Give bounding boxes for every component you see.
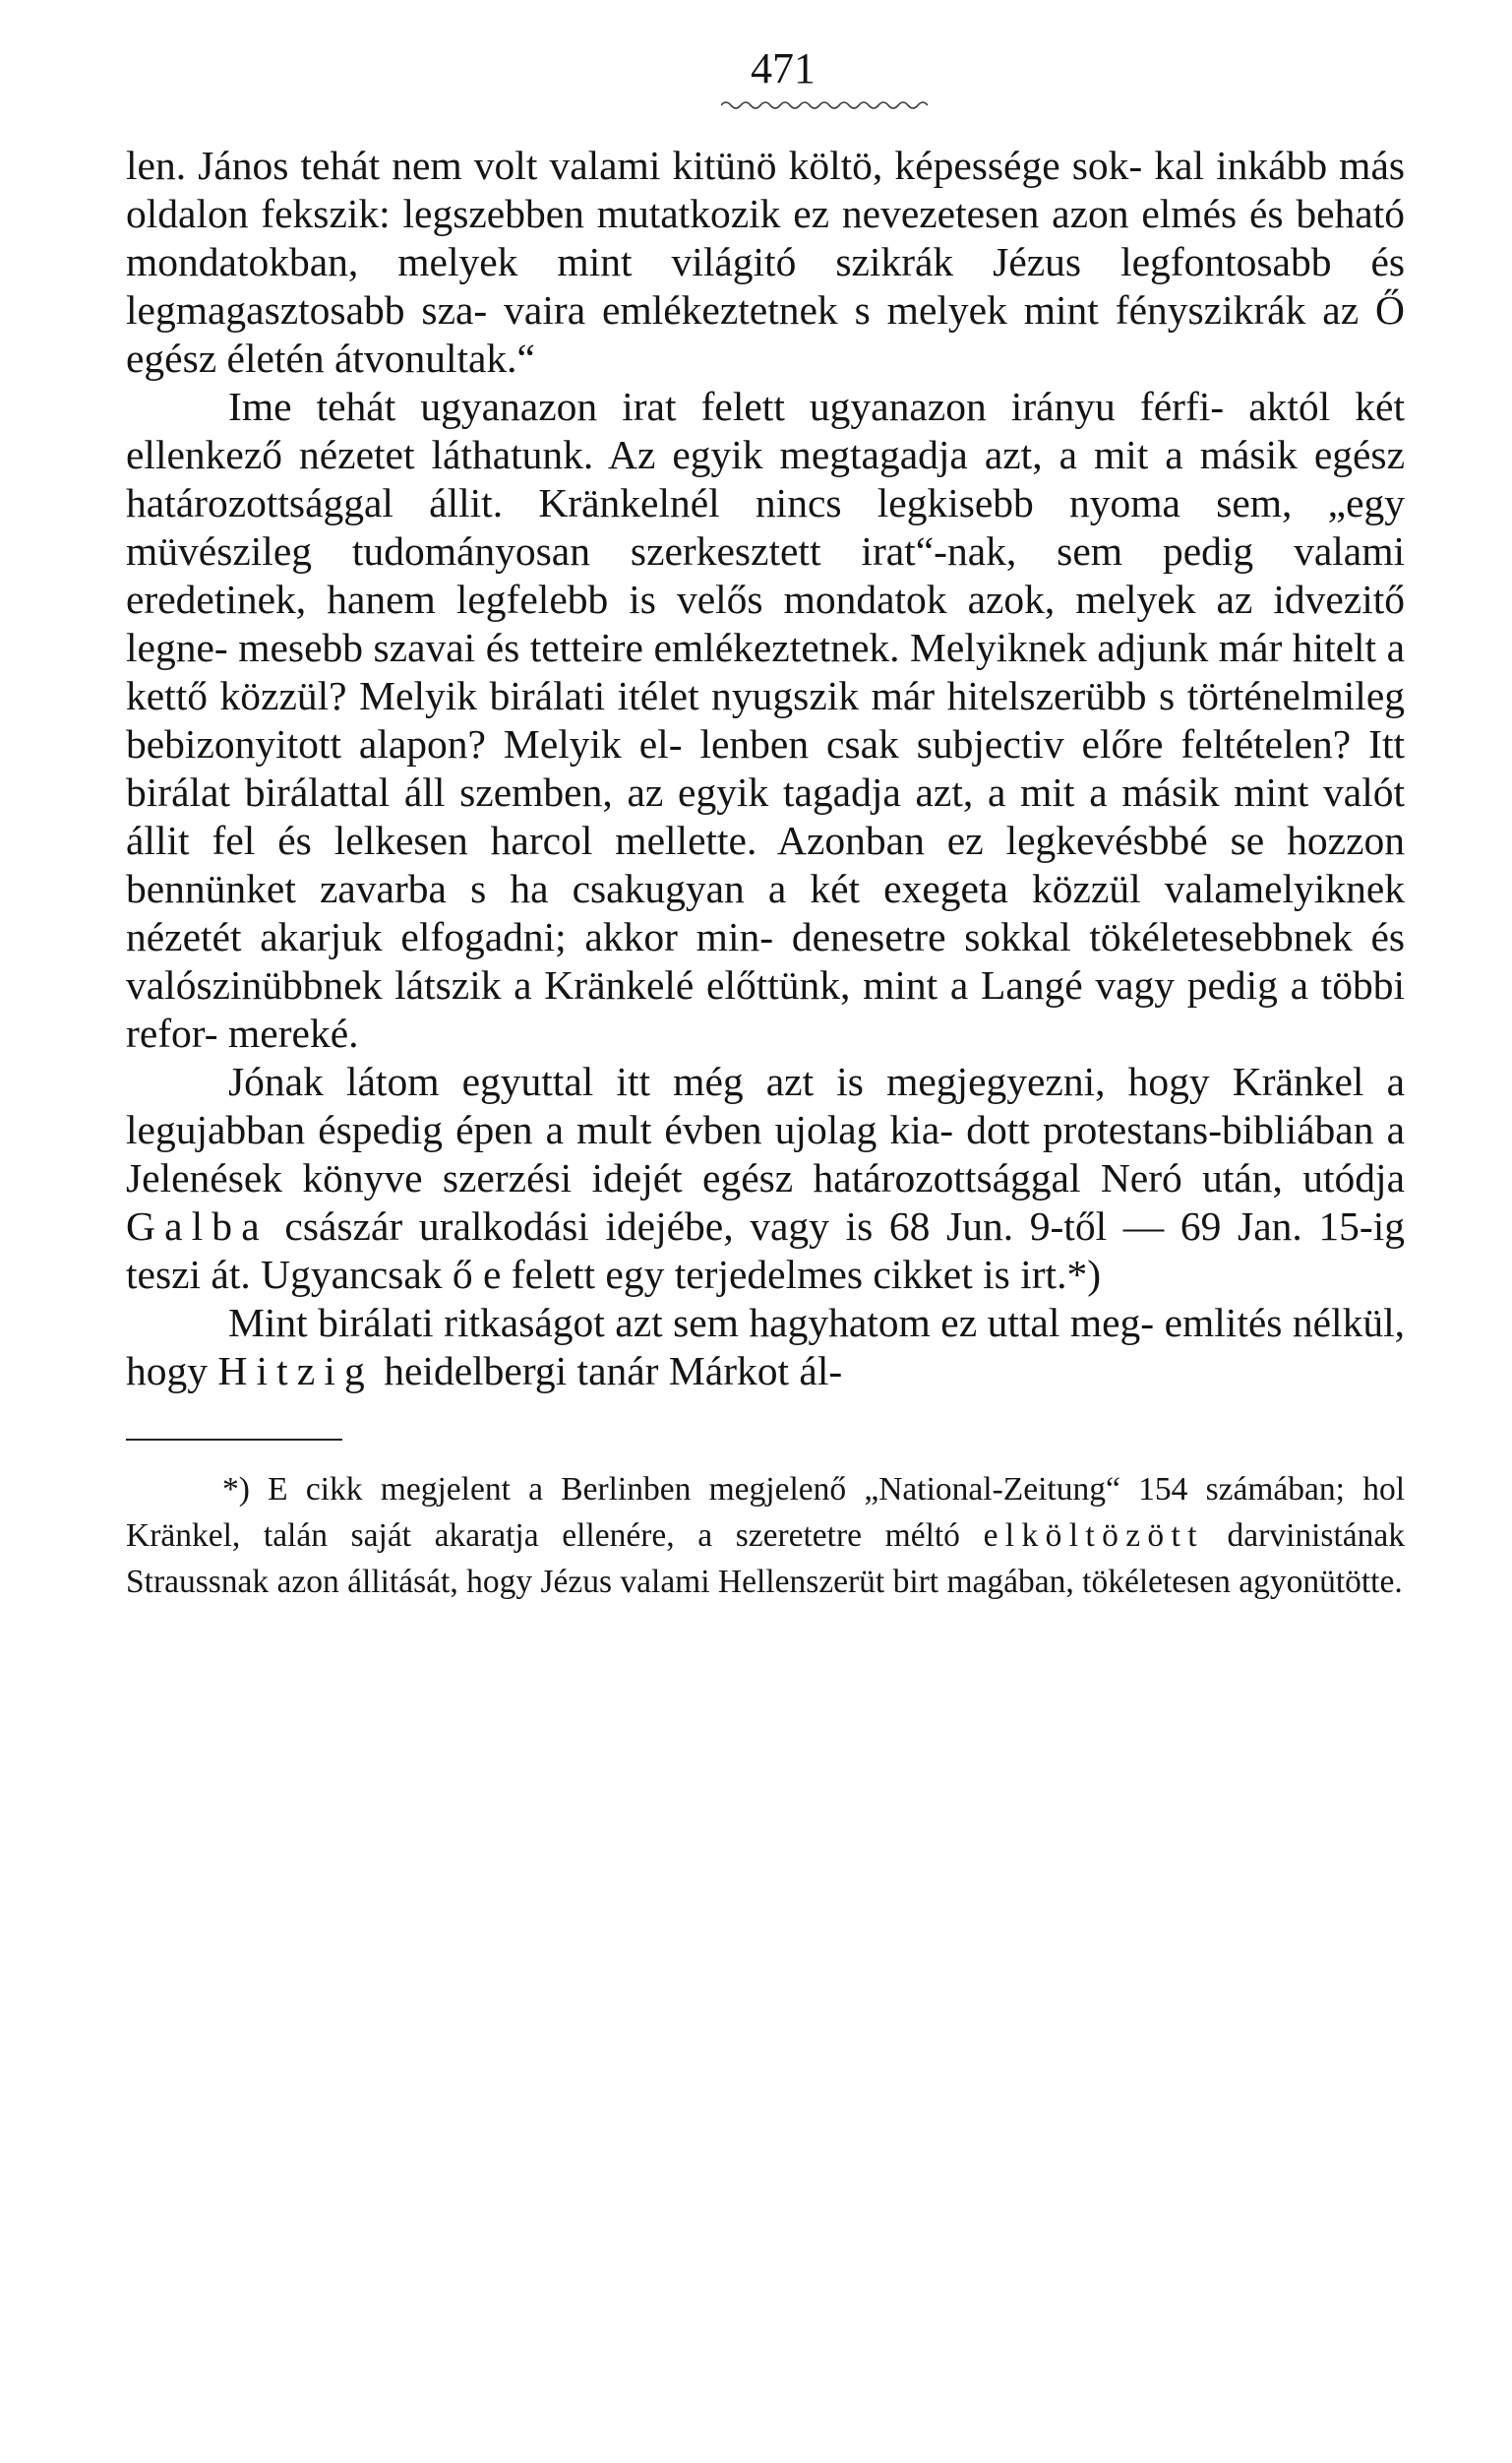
text-line: császár [284,1203,403,1249]
text-line: mereké. [228,1011,359,1056]
spaced-name-hitzig: Hitzig [217,1348,374,1393]
text-line: emlités nélkül, hogy [126,1300,1405,1393]
text-line: legfelebb is velős mondatok azok, melyek az idvezitő legne- [126,577,1406,670]
text-line: Mint birálati ritkaságot azt sem hagyhatom ez uttal meg- [228,1300,1155,1345]
text-line: hozzon bennünket zavarba s ha csakugyan a két exegeta [126,818,1405,911]
text-line: mesebb szavai és tetteire emlékeztetnek. Melyiknek adjunk [238,625,1209,670]
footnote-line: darvinistának Straussnak azon állitását, hogy [126,1517,1406,1600]
footnote-line: Jézus valami Hellenszerüt birt magában, tökéletesen agyonütötte. [540,1564,1403,1600]
page-number-ornament [721,98,928,112]
paragraph-3 [126,1058,1405,1299]
paragraph-4 [126,1299,1405,1395]
footnote-line: *) E cikk megjelent a Berlinben megjelenő „National-Zeitung“ [222,1471,1120,1508]
footnote-line: 154 számában; hol Kränkel, talán saját akaratja ellenére, a szeretetre [126,1471,1406,1554]
footnote-line: méltó [884,1517,960,1554]
text-line: denesetre sokkal tökéletesebbnek és valószinübbnek látszik [126,914,1406,1008]
text-line: fel és lelkesen harcol mellette. Azonban ez legkevésbbé se [212,818,1265,863]
text-line: hitelszerübb s történelmileg bebizonyitott alapon? Melyik el- [126,673,1405,767]
footnote-divider [126,1439,342,1441]
text-line: kal inkább más oldalon fekszik: legszebben mutatkozik ez [126,143,1406,236]
spaced-word-elkoltozott: elköltözött [983,1517,1204,1554]
text-line: Kränkel a legujabban éspedig épen a mult évben ujolag kia- [126,1059,1405,1152]
spaced-name-galba: Galba [126,1203,269,1249]
paragraph-2 [126,383,1405,1058]
text-line: lenben csak subjectiv előre feltételen? Itt birálat birálattal áll [126,721,1406,815]
footnote-paragraph [126,1466,1405,1605]
footnote [126,1466,1405,1605]
text-line: Ime tehát ugyanazon irat felett ugyanazon irányu férfi- [228,384,1225,429]
text-line: a Kränkelé előttünk, mint a Langé vagy pedig a többi refor- [126,962,1405,1056]
text-line: teszi át. Ugyancsak ő e felett egy terjedelmes cikket is irt.*) [126,1252,1102,1297]
text-line: azt, a mit a másik egész határozottsággal állit. Kränkelnél [126,432,1406,525]
text-line: egész határozottsággal Neró után, utódja [702,1155,1406,1201]
text-line: Jónak látom egyuttal itt még azt is megjegyezni, hogy [228,1059,1210,1104]
paragraph-1 [126,142,1405,383]
text-line: aktól két ellenkező nézetet láthatunk. Az egyik megtagadja [126,384,1406,477]
text-line: len. János tehát nem volt valami kitünö költö, képessége sok- [126,143,1143,188]
text-line: nincs legkisebb nyoma sem, „egy müvészileg tudományosan [126,480,1406,574]
page-number: 471 [751,44,816,92]
body-text [126,142,1405,1395]
text-line: dott protestans-bibliában a Jelenések könyve szerzési idejét [126,1107,1406,1201]
text-line: már hitelt a kettő közzül? Melyik birálati itélet nyugszik már [126,625,1406,718]
text-line: szemben, az egyik tagadja azt, a mit a másik mint valót állit [126,770,1405,863]
text-line: szerkesztett irat“-nak, sem pedig valami eredetinek, hanem [126,528,1406,622]
text-line: életén átvonultak.“ [226,336,535,381]
text-line: heidelbergi tanár Márkot ál- [384,1348,843,1393]
text-line: nevezetesen azon elmés és beható mondatokban, melyek mint [126,191,1405,284]
text-line: vaira emlékeztetnek s melyek mint fényszikrák az Ő egész [126,287,1406,381]
text-line: uralkodási idejébe, vagy is 68 Jun. 9-től — 69 Jan. 15-ig [418,1203,1405,1249]
book-page [126,39,1405,1605]
text-line: közzül valamelyiknek nézetét akarjuk elfogadni; akkor min- [126,866,1406,959]
text-line: világitó szikrák Jézus legfontosabb és legmagasztosabb sza- [126,239,1406,333]
